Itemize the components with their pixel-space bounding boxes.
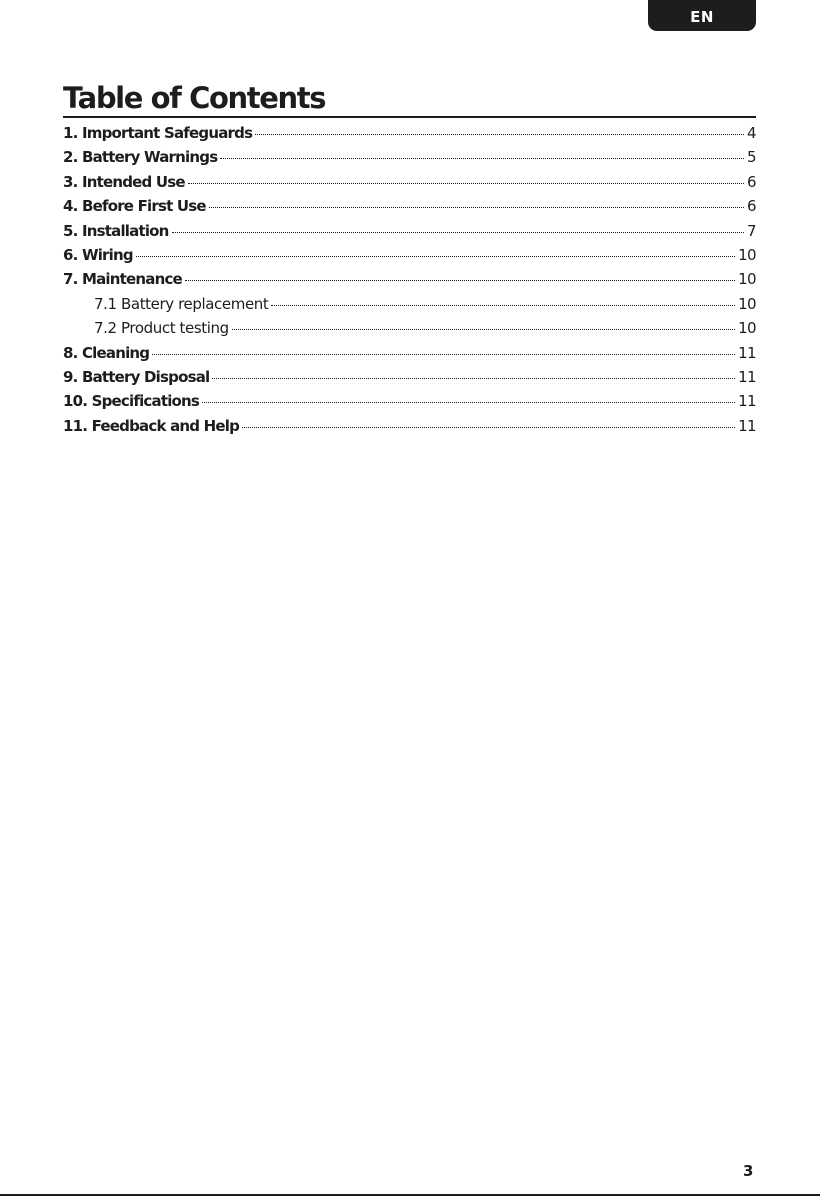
toc-list — [63, 121, 756, 438]
toc-entry-page: 10 — [738, 245, 756, 264]
toc-entry-page: 7 — [747, 221, 756, 240]
dot-leader — [202, 402, 735, 403]
toc-entry-wiring[interactable] — [63, 243, 756, 267]
toc-entry-label: 7.2 Product testing — [94, 319, 229, 338]
dot-leader — [242, 427, 735, 428]
toc-entry-battery-disposal[interactable] — [63, 365, 756, 389]
toc-entry-page: 5 — [747, 148, 756, 167]
bottom-divider — [0, 1194, 820, 1196]
toc-entry-label: 10. Specifications — [63, 392, 200, 411]
dot-leader — [185, 280, 735, 281]
toc-entry-before-first-use[interactable] — [63, 194, 756, 218]
dot-leader — [255, 134, 744, 135]
toc-entry-label: 7. Maintenance — [63, 270, 182, 289]
toc-entry-page: 10 — [738, 270, 756, 289]
toc-entry-important-safeguards[interactable] — [63, 121, 756, 145]
toc-entry-label: 9. Battery Disposal — [63, 367, 210, 386]
toc-entry-label: 4. Before First Use — [63, 197, 206, 216]
toc-entry-cleaning[interactable] — [63, 341, 756, 365]
dot-leader — [188, 183, 744, 184]
page-title: Table of Contents — [63, 81, 326, 115]
dot-leader — [172, 232, 745, 233]
dot-leader — [220, 158, 744, 159]
dot-leader — [152, 354, 735, 355]
toc-entry-page: 11 — [738, 392, 756, 411]
toc-entry-page: 6 — [747, 172, 756, 191]
toc-entry-label: 11. Feedback and Help — [63, 416, 240, 435]
dot-leader — [209, 207, 744, 208]
toc-entry-maintenance[interactable] — [63, 267, 756, 291]
toc-entry-page: 10 — [738, 319, 756, 338]
dot-leader — [136, 256, 735, 257]
dot-leader — [212, 378, 735, 379]
title-divider — [63, 116, 756, 118]
toc-entry-label: 2. Battery Warnings — [63, 148, 218, 167]
dot-leader — [232, 329, 735, 330]
toc-entry-product-testing[interactable] — [63, 316, 756, 340]
toc-entry-feedback-and-help[interactable] — [63, 414, 756, 438]
toc-entry-page: 10 — [738, 294, 756, 313]
toc-entry-page: 6 — [747, 197, 756, 216]
toc-entry-page: 11 — [738, 343, 756, 362]
page-number: 3 — [743, 1162, 754, 1180]
toc-entry-installation[interactable] — [63, 219, 756, 243]
toc-entry-page: 4 — [747, 124, 756, 142]
toc-entry-label: 6. Wiring — [63, 245, 133, 264]
toc-entry-label: 8. Cleaning — [63, 343, 150, 362]
toc-entry-intended-use[interactable] — [63, 170, 756, 194]
toc-entry-label: 3. Intended Use — [63, 172, 185, 191]
language-tab: EN — [648, 0, 756, 31]
toc-entry-page: 11 — [738, 367, 756, 386]
toc-entry-label: 7.1 Battery replacement — [94, 294, 269, 313]
dot-leader — [271, 305, 735, 306]
toc-entry-page: 11 — [738, 416, 756, 435]
toc-entry-battery-warnings[interactable] — [63, 145, 756, 169]
toc-entry-label: 1. Important Safeguards — [63, 124, 253, 142]
toc-entry-label: 5. Installation — [63, 221, 169, 240]
toc-entry-specifications[interactable] — [63, 389, 756, 413]
toc-entry-battery-replacement[interactable] — [63, 292, 756, 316]
